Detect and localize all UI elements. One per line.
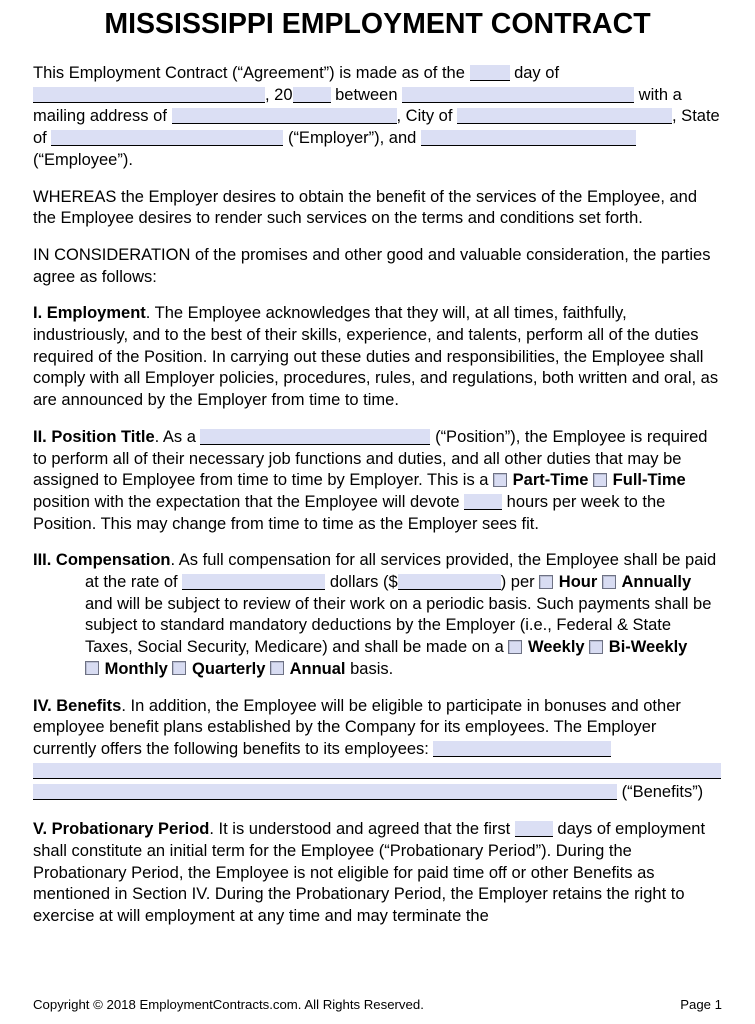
checkbox-option-per-hour bbox=[539, 573, 597, 591]
checkbox-option-weekly bbox=[508, 638, 584, 656]
copyright-text: Copyright © 2018 EmploymentContracts.com. All Rights Reserved. bbox=[33, 997, 424, 1012]
page-number: Page 1 bbox=[680, 997, 722, 1012]
blank-day[interactable] bbox=[470, 65, 510, 81]
checkbox-option-full-time bbox=[593, 471, 686, 489]
blank-pay-rate-amount[interactable] bbox=[398, 574, 501, 590]
bold-text: V. Probationary Period bbox=[33, 820, 210, 839]
checkbox-per-hour-icon[interactable] bbox=[539, 575, 553, 589]
checkbox-option-annual bbox=[270, 660, 346, 678]
checkbox-label: Full-Time bbox=[612, 471, 686, 490]
bold-text: IV. Benefits bbox=[33, 696, 122, 715]
blank-city[interactable] bbox=[457, 108, 672, 124]
blank-benefits-line-1[interactable] bbox=[433, 741, 611, 757]
blank-employer-name[interactable] bbox=[402, 87, 634, 103]
section-employment: I. Employment. The Employee acknowledges that they will, at all times, faithfully, industriously, and to the best of their skills, experience, and talents, perform all of the duties required of the Position. In carrying out these duties and responsibilities, the Employee shall comply with all Employer policies, procedures, rules, and regulations, both written and oral, as are announced by the Employer from time to time. bbox=[33, 304, 719, 410]
blank-state[interactable] bbox=[51, 130, 283, 146]
checkbox-part-time-icon[interactable] bbox=[493, 473, 507, 487]
consideration-clause: IN CONSIDERATION of the promises and other good and valuable consideration, the parties agree as follows: bbox=[33, 245, 711, 286]
blank-benefits-line-2[interactable] bbox=[33, 763, 721, 779]
checkbox-monthly-icon[interactable] bbox=[85, 661, 99, 675]
checkbox-option-monthly bbox=[85, 660, 168, 678]
checkbox-label: Part-Time bbox=[512, 471, 589, 490]
checkbox-option-part-time bbox=[493, 471, 588, 489]
checkbox-weekly-icon[interactable] bbox=[508, 640, 522, 654]
checkbox-bi-weekly-icon[interactable] bbox=[589, 640, 603, 654]
blank-pay-rate-words[interactable] bbox=[182, 574, 325, 590]
blank-position[interactable] bbox=[200, 429, 430, 445]
checkbox-full-time-icon[interactable] bbox=[593, 473, 607, 487]
section-benefits: IV. Benefits. In addition, the Employee will be eligible to participate in bonuses and other employee benefit plans established by the Company for its employees. The Employer currently offers the following benefits to its employees: (“Benefits”) bbox=[33, 696, 722, 805]
checkbox-option-bi-weekly bbox=[589, 638, 687, 656]
blank-hours-per-week[interactable] bbox=[464, 494, 502, 510]
intro-paragraph: This Employment Contract (“Agreement”) is made as of the day of , 20 between with a mailing address of , City of , State of (“Employer”), and (“Employee”). bbox=[33, 64, 720, 169]
checkbox-label: Quarterly bbox=[192, 659, 266, 678]
checkbox-label: Annually bbox=[621, 573, 692, 592]
bold-text: III. Compensation bbox=[33, 551, 171, 570]
checkbox-label: Annual bbox=[289, 659, 346, 678]
bold-text: II. Position Title bbox=[33, 427, 155, 446]
section-position-title: II. Position Title. As a (“Position”), the Employee is required to perform all of their necessary job functions and duties, and all other duties that may be assigned to Employee from time to time by Employer. This is a Part-Time Full-Time position with the expectation that the Employee will devote hours per week to the Position. This may change from time to time as the Employer sees fit. bbox=[33, 427, 708, 533]
checkbox-per-annually-icon[interactable] bbox=[602, 575, 616, 589]
blank-month[interactable] bbox=[33, 87, 265, 103]
section-compensation: III. Compensation. As full compensation for all services provided, the Employee shall be paid at the rate of dollars ($ ) per Hour Annually and will be subject to review of their work on a periodic basis. Such payments shall be subject to standard mandatory deductions by the Employer (i.e., Federal & State Taxes, Social Security, Medicare) and shall be made on a Weekly Bi-Weekly Monthly Quarterly Annual basis. bbox=[33, 551, 717, 678]
page-footer bbox=[33, 997, 722, 1012]
checkbox-option-per-annually bbox=[602, 573, 691, 591]
blank-benefits-line-3[interactable] bbox=[33, 784, 617, 800]
checkbox-annual-icon[interactable] bbox=[270, 661, 284, 675]
blank-year[interactable] bbox=[293, 87, 331, 103]
blank-probation-days[interactable] bbox=[515, 821, 553, 837]
whereas-clause: WHEREAS the Employer desires to obtain the benefit of the services of the Employee, and the Employee desires to render such services on the terms and conditions set forth. bbox=[33, 187, 698, 228]
bold-text: I. Employment bbox=[33, 304, 146, 323]
blank-mailing-address[interactable] bbox=[172, 108, 397, 124]
blank-employee-name[interactable] bbox=[421, 130, 636, 146]
checkbox-quarterly-icon[interactable] bbox=[172, 661, 186, 675]
checkbox-label: Hour bbox=[558, 573, 598, 592]
checkbox-option-quarterly bbox=[172, 660, 265, 678]
checkbox-label: Monthly bbox=[104, 659, 168, 678]
checkbox-label: Weekly bbox=[528, 638, 585, 657]
section-probationary-period: V. Probationary Period. It is understood and agreed that the first days of employment shall constitute an initial term for the Employee (“Probationary Period”). During the Probationary Period, the Employee is not eligible for paid time off or other Benefits as mentioned in Section IV. During the Probationary Period, the Employer retains the right to exercise at will employment at any time and may terminate the bbox=[33, 820, 706, 925]
page-title: MISSISSIPPI EMPLOYMENT CONTRACT bbox=[104, 8, 651, 40]
checkbox-label: Bi-Weekly bbox=[608, 638, 688, 657]
